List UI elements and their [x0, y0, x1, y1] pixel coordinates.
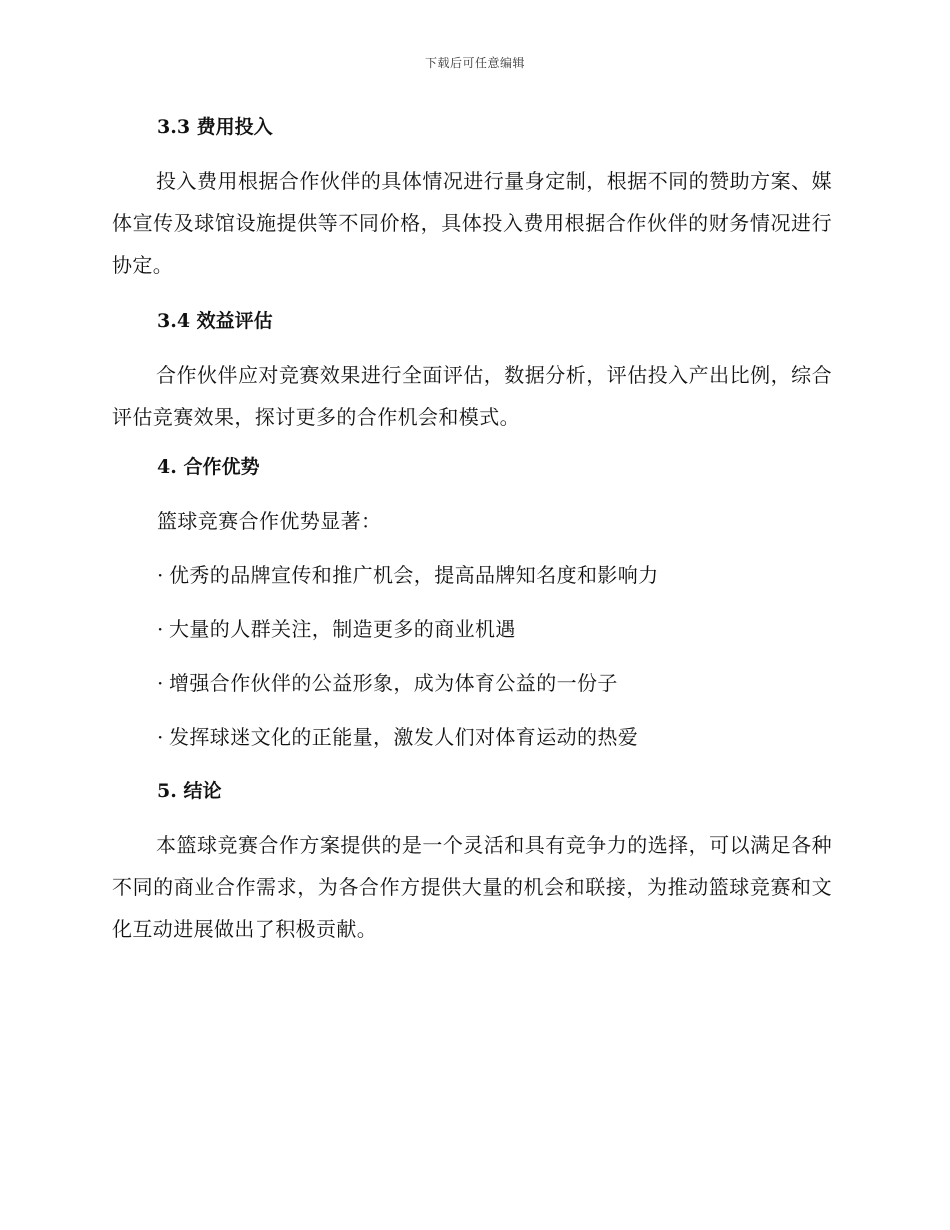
bullet-text: 增强合作伙伴的公益形象，成为体育公益的一份子	[169, 671, 618, 695]
advantage-bullet-2	[157, 612, 832, 646]
section-heading-4: 4. 合作优势	[157, 456, 260, 478]
section-intro-4: 篮球竞赛合作优势显著：	[157, 509, 382, 533]
advantage-bullet-4	[157, 720, 832, 754]
bullet-text: 优秀的品牌宣传和推广机会，提高品牌知名度和影响力	[169, 563, 659, 587]
bullet-text: 发挥球迷文化的正能量，激发人们对体育运动的热爱	[169, 725, 639, 749]
bullet-symbol: ·	[157, 671, 164, 695]
advantage-bullet-1	[157, 558, 832, 592]
document-content	[112, 110, 832, 950]
section-heading-3-4: 3.4 效益评估	[157, 310, 273, 332]
advantage-bullet-3	[157, 666, 832, 700]
section-paragraph-3-4: 合作伙伴应对竞赛效果进行全面评估，数据分析，评估投入产出比例，综合评估竞赛效果，探讨更多的合作机会和模式。	[112, 363, 832, 429]
section-heading-5: 5. 结论	[157, 780, 222, 802]
section-paragraph-3-3: 投入费用根据合作伙伴的具体情况进行量身定制，根据不同的赞助方案、媒体宣传及球馆设施提供等不同价格，具体投入费用根据合作伙伴的财务情况进行协定。	[112, 169, 832, 277]
bullet-text: 大量的人群关注，制造更多的商业机遇	[169, 617, 516, 641]
bullet-symbol: ·	[157, 725, 164, 749]
bullet-symbol: ·	[157, 617, 164, 641]
section-paragraph-5: 本篮球竞赛合作方案提供的是一个灵活和具有竞争力的选择，可以满足各种不同的商业合作需求，为各合作方提供大量的机会和联接，为推动篮球竞赛和文化互动进展做出了积极贡献。	[112, 833, 832, 941]
header-note: 下载后可任意编辑	[424, 56, 525, 70]
bullet-symbol: ·	[157, 563, 164, 587]
section-heading-3-3: 3.3 费用投入	[157, 116, 273, 138]
